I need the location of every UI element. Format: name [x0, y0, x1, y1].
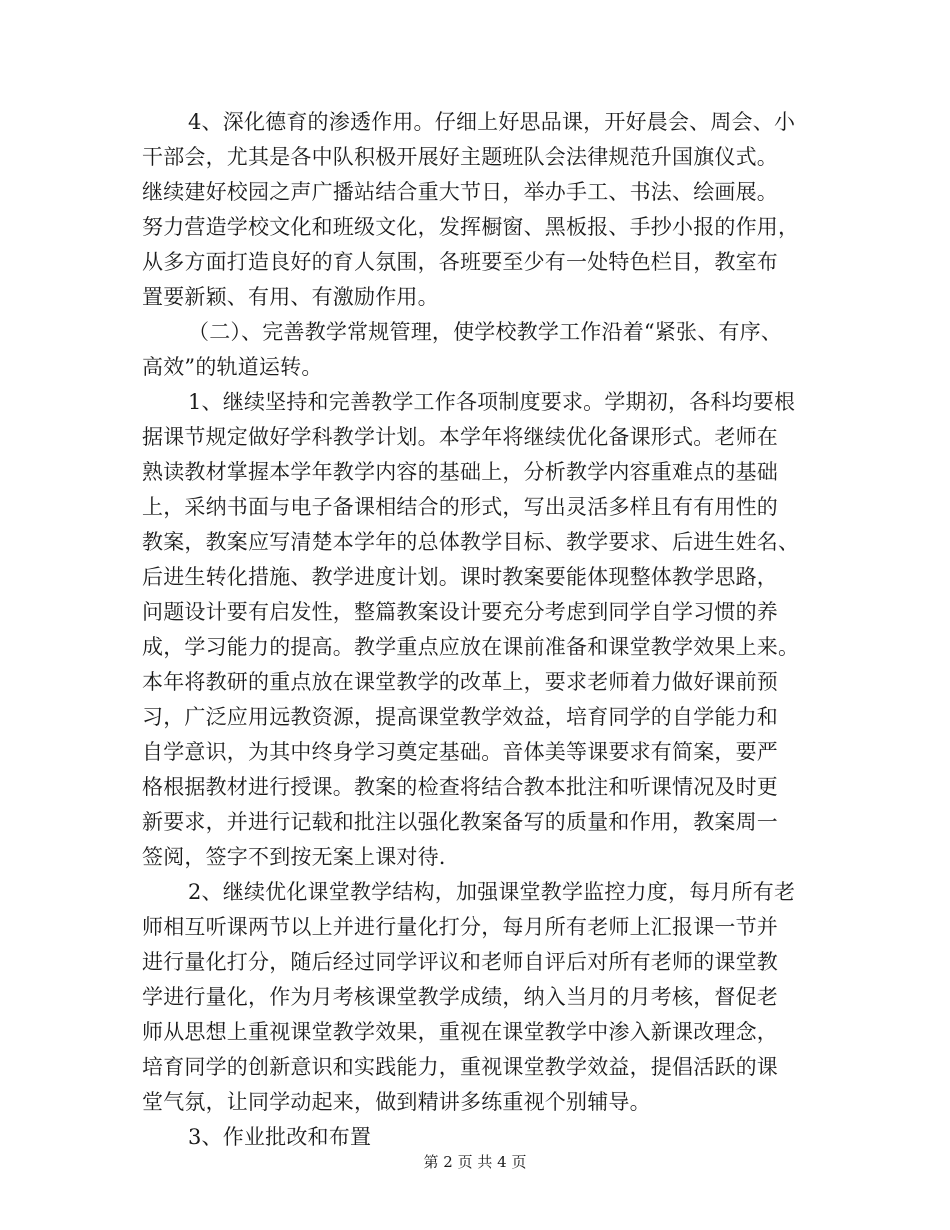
- text-line-19: 自学意识，为其中终身学习奠定基础。音体美等课要求有简案，要严: [142, 740, 778, 764]
- text-line-6: 置要新颖、有用、有激励作用。: [142, 285, 439, 309]
- section-heading-line-2: 高效”的轨道运转。: [142, 355, 323, 379]
- text-line-17: 本年将教研的重点放在课堂教学的改革上，要求老师着力做好课前预: [142, 670, 778, 694]
- text-line-18: 习，广泛应用远教资源，提高课堂教学效益，培育同学的自学能力和: [142, 705, 778, 729]
- text-line-16: 成，学习能力的提高。教学重点应放在课前准备和课堂教学效果上来。: [142, 635, 800, 659]
- text-line-13: 教案，教案应写清楚本学年的总体教学目标、教学要求、后进生姓名、: [142, 530, 800, 554]
- text-line-28: 培育同学的创新意识和实践能力，重视课堂教学效益，提倡活跃的课: [142, 1055, 778, 1079]
- text-line-27: 师从思想上重视课堂教学效果，重视在课堂教学中渗入新课改理念，: [142, 1020, 778, 1044]
- text-line-26: 学进行量化，作为月考核课堂教学成绩，纳入当月的月考核，督促老: [142, 985, 778, 1009]
- text-line-10: 据课节规定做好学科教学计划。本学年将继续优化备课形式。老师在: [142, 425, 778, 449]
- text-line-1: 4、深化德育的渗透作用。仔细上好思品课，开好晨会、周会、小: [188, 110, 796, 134]
- text-line-4: 努力营造学校文化和班级文化，发挥橱窗、黑板报、手抄小报的作用，: [142, 215, 800, 239]
- text-line-23: 2、继续优化课堂教学结构，加强课堂教学监控力度，每月所有老: [188, 880, 796, 904]
- text-line-20: 格根据教材进行授课。教案的检查将结合教本批注和听课情况及时更: [142, 775, 778, 799]
- text-line-3: 继续建好校园之声广播站结合重大节日，举办手工、书法、绘画展。: [142, 180, 778, 204]
- subsection-heading: 3、作业批改和布置: [188, 1125, 372, 1149]
- text-line-25: 进行量化打分，随后经过同学评议和老师自评后对所有老师的课堂教: [142, 950, 778, 974]
- text-line-22: 签阅，签字不到按无案上课对待.: [142, 845, 446, 869]
- text-line-29: 堂气氛，让同学动起来，做到精讲多练重视个别辅导。: [142, 1090, 651, 1114]
- text-line-9: 1、继续坚持和完善教学工作各项制度要求。学期初，各科均要根: [188, 390, 796, 414]
- text-line-21: 新要求，并进行记载和批注以强化教案备写的质量和作用，教案周一: [142, 810, 778, 834]
- text-line-11: 熟读教材掌握本学年教学内容的基础上，分析教学内容重难点的基础: [142, 460, 778, 484]
- section-heading-line-1: （二）、完善教学常规管理，使学校教学工作沿着“紧张、有序、: [188, 320, 783, 344]
- text-line-12: 上，采纳书面与电子备课相结合的形式，写出灵活多样且有有用性的: [142, 495, 778, 519]
- text-line-2: 干部会，尤其是各中队积极开展好主题班队会法律规范升国旗仪式。: [142, 145, 778, 169]
- page-number-footer: 第 2 页 共 4 页: [423, 1153, 527, 1171]
- text-line-14: 后进生转化措施、教学进度计划。课时教案要能体现整体教学思路，: [142, 565, 778, 589]
- text-line-5: 从多方面打造良好的育人氛围，各班要至少有一处特色栏目，教室布: [142, 250, 778, 274]
- text-line-15: 问题设计要有启发性，整篇教案设计要充分考虑到同学自学习惯的养: [142, 600, 778, 624]
- text-line-24: 师相互听课两节以上并进行量化打分，每月所有老师上汇报课一节并: [142, 915, 778, 939]
